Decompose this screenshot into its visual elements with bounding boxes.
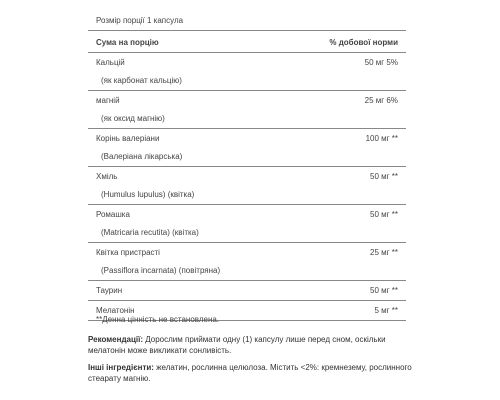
other-ingredients-text: желатин, рослинна целюлоза. Містить <2%: кремнезему, рослинного стеарату магнію. (88, 363, 412, 383)
header-amount-per-serving: Сума на порцію (96, 38, 159, 47)
ingredient-source: (як оксид магнію) (101, 114, 165, 123)
ingredient-amount: 50 мг ** (370, 172, 398, 181)
ingredient-name: Квітка пристрасті (96, 248, 160, 257)
recommendations-text: Дорослим приймати одну (1) капсулу лише перед сном, оскільки мелатонін може викликати сонливість. (88, 335, 386, 355)
supplement-facts-table (88, 30, 406, 321)
table-row (88, 243, 406, 281)
ingredient-amount: 25 мг ** (370, 248, 398, 257)
ingredient-amount: 100 мг ** (365, 134, 398, 143)
ingredient-name: Ромашка (96, 210, 130, 219)
recommendations-label: Рекомендації: (88, 335, 144, 344)
ingredient-name: Мелатонін (96, 306, 135, 315)
table-header (88, 31, 406, 53)
table-row (88, 167, 406, 205)
ingredient-source: (Passiflora incarnata) (повітряна) (101, 266, 221, 275)
table-row (88, 281, 406, 301)
ingredient-source: (Humulus lupulus) (квітка) (101, 190, 195, 199)
ingredient-amount: 5 мг ** (374, 306, 398, 315)
table-row (88, 205, 406, 243)
ingredient-amount: 50 мг ** (370, 286, 398, 295)
ingredient-source: (як карбонат кальцію) (101, 76, 182, 85)
table-row (88, 91, 406, 129)
ingredient-amount: 50 мг ** (370, 210, 398, 219)
recommendations-paragraph (88, 334, 418, 356)
table-row (88, 53, 406, 91)
other-ingredients-label: Інші інгредієнти: (88, 363, 154, 372)
ingredient-name: Кальцій (96, 58, 125, 67)
header-daily-value: % добової норми (329, 38, 398, 47)
other-ingredients-paragraph (88, 362, 418, 384)
ingredient-name: магній (96, 96, 120, 105)
ingredient-amount: 25 мг 6% (364, 96, 398, 105)
ingredient-name: Хміль (96, 172, 118, 181)
ingredient-source: (Валеріана лікарська) (101, 152, 183, 161)
ingredient-amount: 50 мг 5% (364, 58, 398, 67)
ingredient-source: (Matricaria recutita) (квітка) (101, 228, 199, 237)
daily-value-footnote: **Денна цінність не встановлена. (96, 315, 220, 324)
ingredient-name: Таурин (96, 286, 123, 295)
ingredient-name: Корінь валеріани (96, 134, 160, 143)
serving-size: Розмір порції 1 капсула (96, 16, 184, 25)
table-row (88, 129, 406, 167)
